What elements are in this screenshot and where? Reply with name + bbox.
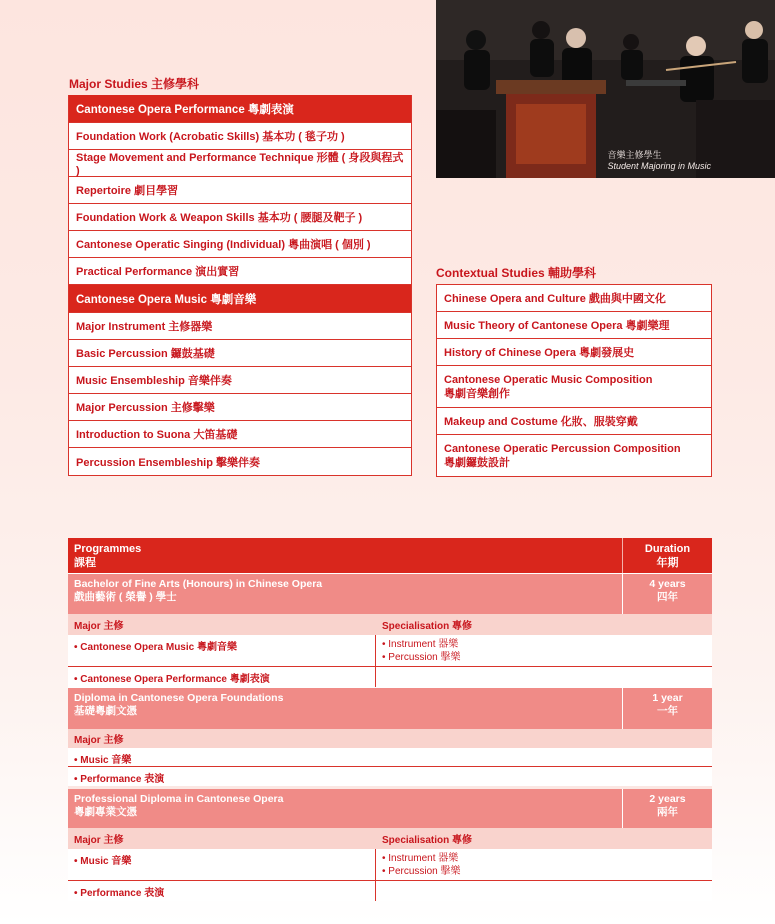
- photo-caption-en: Student Majoring in Music: [607, 161, 711, 171]
- specialisation-label: Specialisation 專修: [382, 835, 473, 846]
- major-option: • Cantonese Opera Music 粵劇音樂: [68, 635, 376, 666]
- specialisation-options: [376, 635, 712, 666]
- major-item-music-head: Cantonese Opera Music 粵劇音樂: [69, 285, 411, 313]
- contextual-item: [437, 408, 711, 435]
- major-label-row: [68, 729, 712, 748]
- contextual-item-label-zh: 粵劇音樂創作: [444, 387, 510, 400]
- contextual-item: [437, 435, 711, 477]
- major-item: Percussion Ensembleship 擊樂伴奏: [69, 448, 411, 476]
- duration-header: [622, 538, 712, 573]
- duration-header-zh: 年期: [656, 557, 679, 569]
- programme-name-en: Professional Diploma in Cantonese Opera: [74, 793, 284, 805]
- programme-detail-row: [68, 849, 712, 881]
- contextual-studies-title: Contextual Studies 輔助學科: [436, 266, 597, 280]
- major-item: Repertoire 劇目學習: [69, 177, 411, 204]
- contextual-studies-list: [436, 284, 712, 477]
- programmes-table: [68, 538, 712, 901]
- music-students-photo: [436, 0, 775, 178]
- specialisation-option: • Instrument 器樂: [382, 853, 459, 864]
- programme-name: [68, 574, 622, 614]
- empty-cell: [376, 667, 712, 687]
- programme-name-zh: 粵劇專業文憑: [74, 806, 137, 818]
- duration-en: 1 year: [652, 692, 683, 704]
- major-item: Practical Performance 演出實習: [69, 258, 411, 285]
- specialisation-option: • Instrument 器樂: [382, 639, 459, 650]
- major-item: Major Instrument 主修器樂: [69, 313, 411, 340]
- programme-detail-row: [68, 767, 712, 786]
- contextual-item-label: Cantonese Operatic Percussion Composition: [444, 442, 681, 455]
- programme-row: [68, 786, 712, 828]
- duration-zh: 四年: [657, 591, 678, 603]
- duration-en: 4 years: [649, 578, 686, 590]
- programmes-header-row: [68, 538, 712, 573]
- major-item: Cantonese Operatic Singing (Individual) 粵曲演唱 ( 個別 ): [69, 231, 411, 258]
- major-option: • Performance 表演: [74, 774, 165, 785]
- programme-duration: [622, 688, 712, 729]
- programme-row: [68, 573, 712, 614]
- programme-name-zh: 戲曲藝術 ( 榮譽 ) 學士: [74, 591, 177, 603]
- contextual-item-label: Music Theory of Cantonese Opera 粵劇樂理: [444, 320, 670, 332]
- contextual-item-label: Makeup and Costume 化妝、服裝穿戴: [444, 416, 638, 428]
- major-item: Major Percussion 主修擊樂: [69, 394, 411, 421]
- ensemble-illustration: [436, 0, 775, 178]
- photo-caption: [607, 150, 711, 172]
- programme-name-en: Diploma in Cantonese Opera Foundations: [74, 692, 284, 704]
- programme-row: [68, 687, 712, 729]
- programmes-header-en: Programmes: [74, 543, 142, 555]
- specialisation-options: [376, 849, 712, 880]
- programme-detail-row: [68, 748, 712, 767]
- major-spec-label-row: [68, 828, 712, 849]
- specialisation-option: • Percussion 擊樂: [382, 652, 461, 663]
- duration-header-en: Duration: [644, 543, 691, 555]
- major-label: Major 主修: [74, 621, 124, 632]
- programme-name-en: Bachelor of Fine Arts (Honours) in Chinese Opera: [74, 578, 323, 590]
- major-studies-title: Major Studies 主修學科: [69, 77, 200, 91]
- major-option: • Performance 表演: [68, 881, 376, 901]
- major-label: Major 主修: [74, 735, 124, 746]
- major-item: Foundation Work (Acrobatic Skills) 基本功 ( 毯子功 ): [69, 123, 411, 150]
- empty-cell: [376, 881, 712, 901]
- duration-zh: 兩年: [657, 806, 678, 818]
- major-item: Introduction to Suona 大笛基礎: [69, 421, 411, 448]
- programmes-header-zh: 課程: [74, 557, 96, 569]
- programme-duration: [622, 789, 712, 828]
- programmes-header: [68, 538, 622, 573]
- major-label: Major 主修: [74, 835, 124, 846]
- contextual-item-label: Cantonese Operatic Music Composition: [444, 373, 653, 386]
- major-option: • Music 音樂: [74, 755, 132, 766]
- major-item-performance-head: Cantonese Opera Performance 粵劇表演: [69, 95, 411, 123]
- major-item: Stage Movement and Performance Technique 形體 ( 身段與程式 ): [69, 150, 411, 177]
- duration-en: 2 years: [649, 793, 686, 805]
- duration-zh: 一年: [657, 705, 678, 717]
- programme-detail-row: [68, 635, 712, 667]
- programme-detail-row: [68, 667, 712, 687]
- major-item: Music Ensembleship 音樂伴奏: [69, 367, 411, 394]
- specialisation-label: Specialisation 專修: [382, 621, 473, 632]
- contextual-item: [437, 285, 711, 312]
- programme-name-zh: 基礎粵劇文憑: [74, 705, 137, 717]
- specialisation-option: • Percussion 擊樂: [382, 866, 461, 877]
- major-option: • Cantonese Opera Performance 粵劇表演: [68, 667, 376, 687]
- contextual-item-label: Chinese Opera and Culture 戲曲與中國文化: [444, 293, 666, 305]
- contextual-item-label: History of Chinese Opera 粵劇發展史: [444, 347, 635, 359]
- contextual-item: [437, 312, 711, 339]
- programme-name: [68, 789, 622, 828]
- programme-detail-row: [68, 881, 712, 901]
- major-studies-list: [68, 95, 412, 476]
- programme-name: [68, 688, 622, 729]
- major-option: • Music 音樂: [68, 849, 376, 880]
- contextual-item: [437, 339, 711, 366]
- major-spec-label-row: [68, 614, 712, 635]
- photo-caption-zh: 音樂主修學生: [607, 150, 662, 160]
- programme-duration: [622, 574, 712, 614]
- contextual-item-label-zh: 粵劇鑼鼓設計: [444, 456, 510, 469]
- contextual-item: [437, 366, 711, 408]
- major-item: Foundation Work & Weapon Skills 基本功 ( 腰腿及靶子 ): [69, 204, 411, 231]
- major-item: Basic Percussion 鑼鼓基礎: [69, 340, 411, 367]
